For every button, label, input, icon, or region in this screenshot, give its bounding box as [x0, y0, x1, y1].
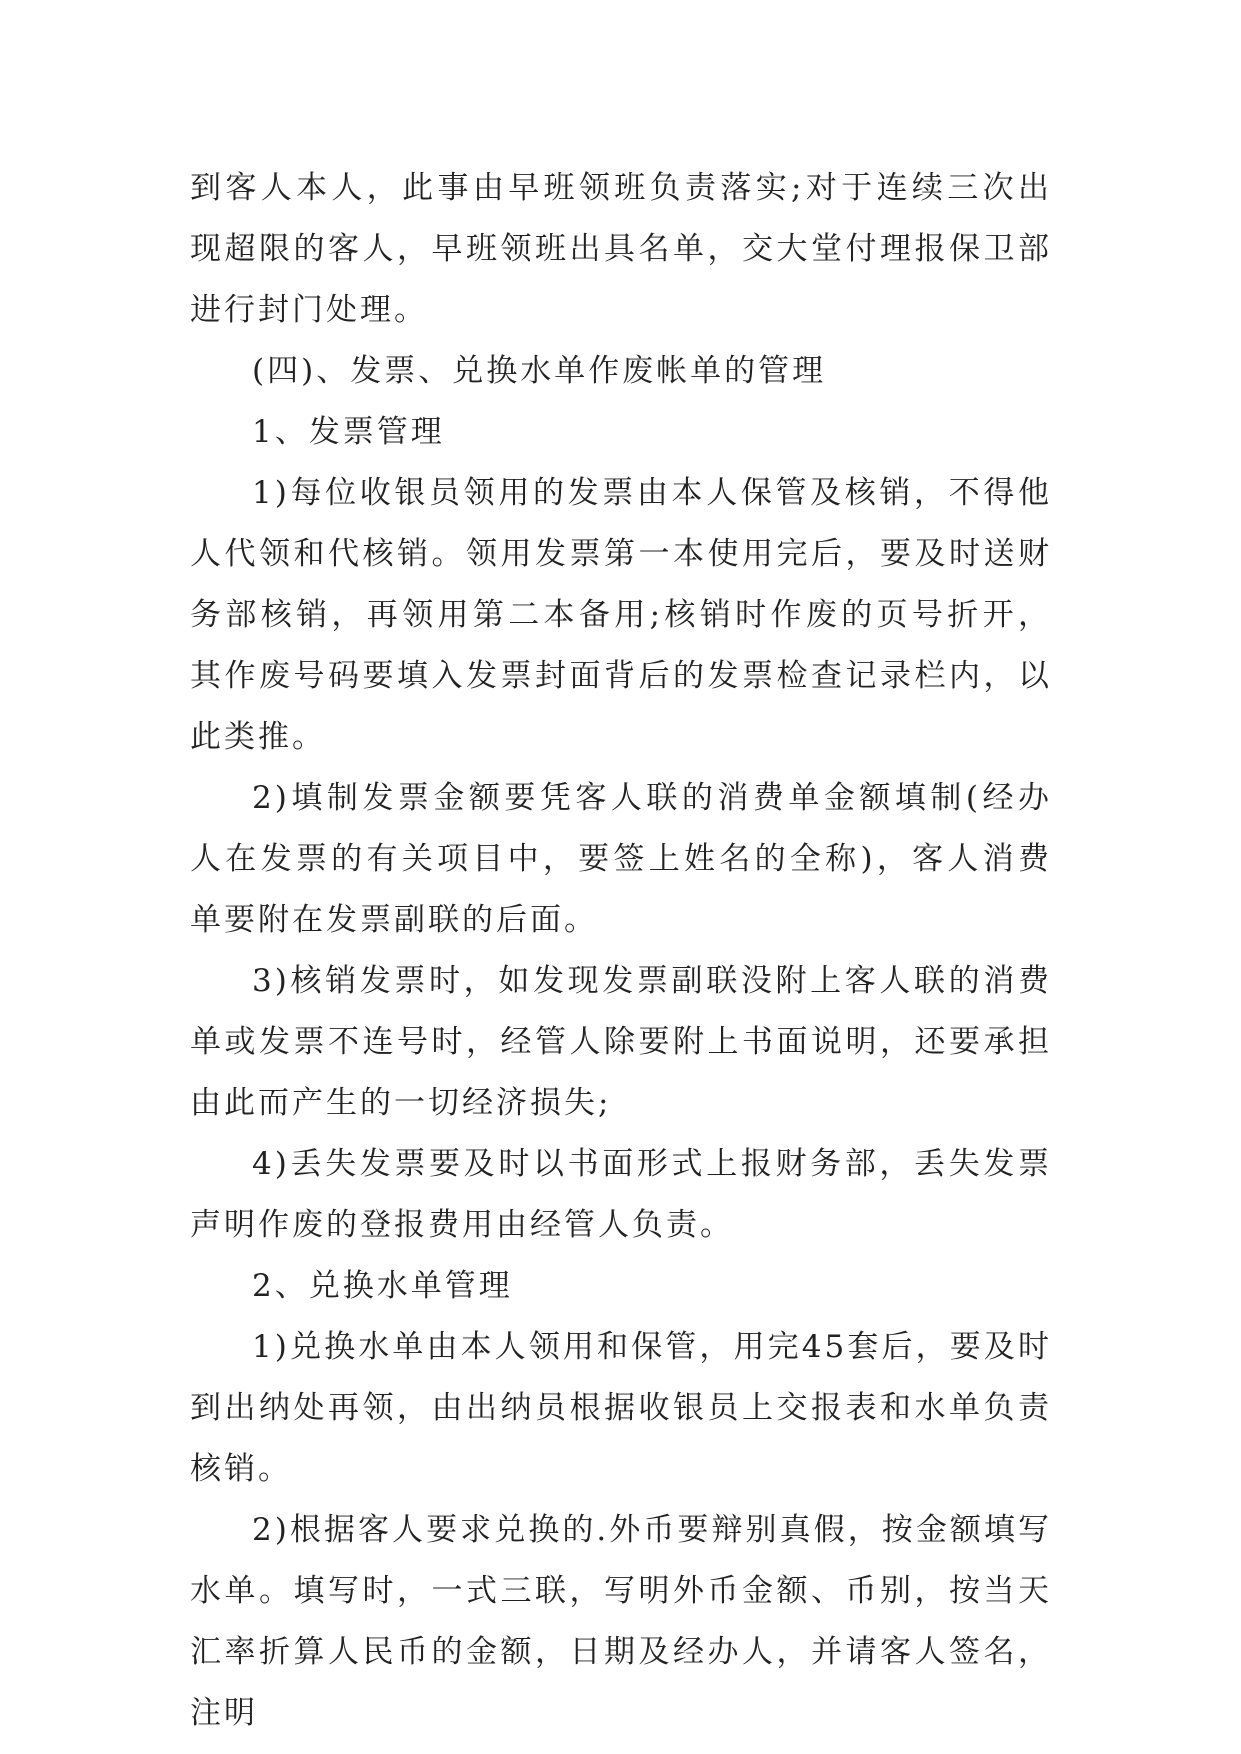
subheading-exchange-slip: 2、兑换水单管理: [252, 1268, 513, 1304]
paragraph-invoice-rule-2: 2)填制发票金额要凭客人联的消费单金额填制(经办人在发票的有关项目中，要签上姓名的全称)，客人消费单要附在发票副联的后面。: [190, 780, 1052, 938]
subheading-invoice: 1、发票管理: [252, 414, 445, 450]
paragraph-invoice-rule-3: 3)核销发票时，如发现发票副联没附上客人联的消费单或发票不连号时，经管人除要附上书面说明，还要承担由此而产生的一切经济损失;: [190, 963, 1052, 1121]
paragraph-exchange-rule-2: 2)根据客人要求兑换的.外币要辩别真假，按金额填写水单。填写时，一式三联，写明外币金额、币别，按当天汇率折算人民币的金额，日期及经办人，并请客人签名，注明: [190, 1512, 1052, 1731]
paragraph-continuation: 到客人本人，此事由早班领班负责落实;对于连续三次出现超限的客人，早班领班出具名单，交大堂付理报保卫部进行封门处理。: [190, 170, 1052, 328]
document-body: [190, 158, 1052, 1744]
section-heading-invoice-management: (四)、发票、兑换水单作废帐单的管理: [252, 353, 827, 389]
paragraph-invoice-rule-4: 4)丢失发票要及时以书面形式上报财务部，丢失发票声明作废的登报费用由经管人负责。: [190, 1146, 1052, 1243]
paragraph-exchange-rule-1: 1)兑换水单由本人领用和保管，用完45套后，要及时到出纳处再领，由出纳员根据收银员上交报表和水单负责核销。: [190, 1329, 1052, 1487]
paragraph-invoice-rule-1: 1)每位收银员领用的发票由本人保管及核销，不得他人代领和代核销。领用发票第一本使用完后，要及时送财务部核销，再领用第二本备用;核销时作废的页号折开，其作废号码要填入发票封面背后的发票检查记录栏内，以此类推。: [190, 475, 1052, 755]
